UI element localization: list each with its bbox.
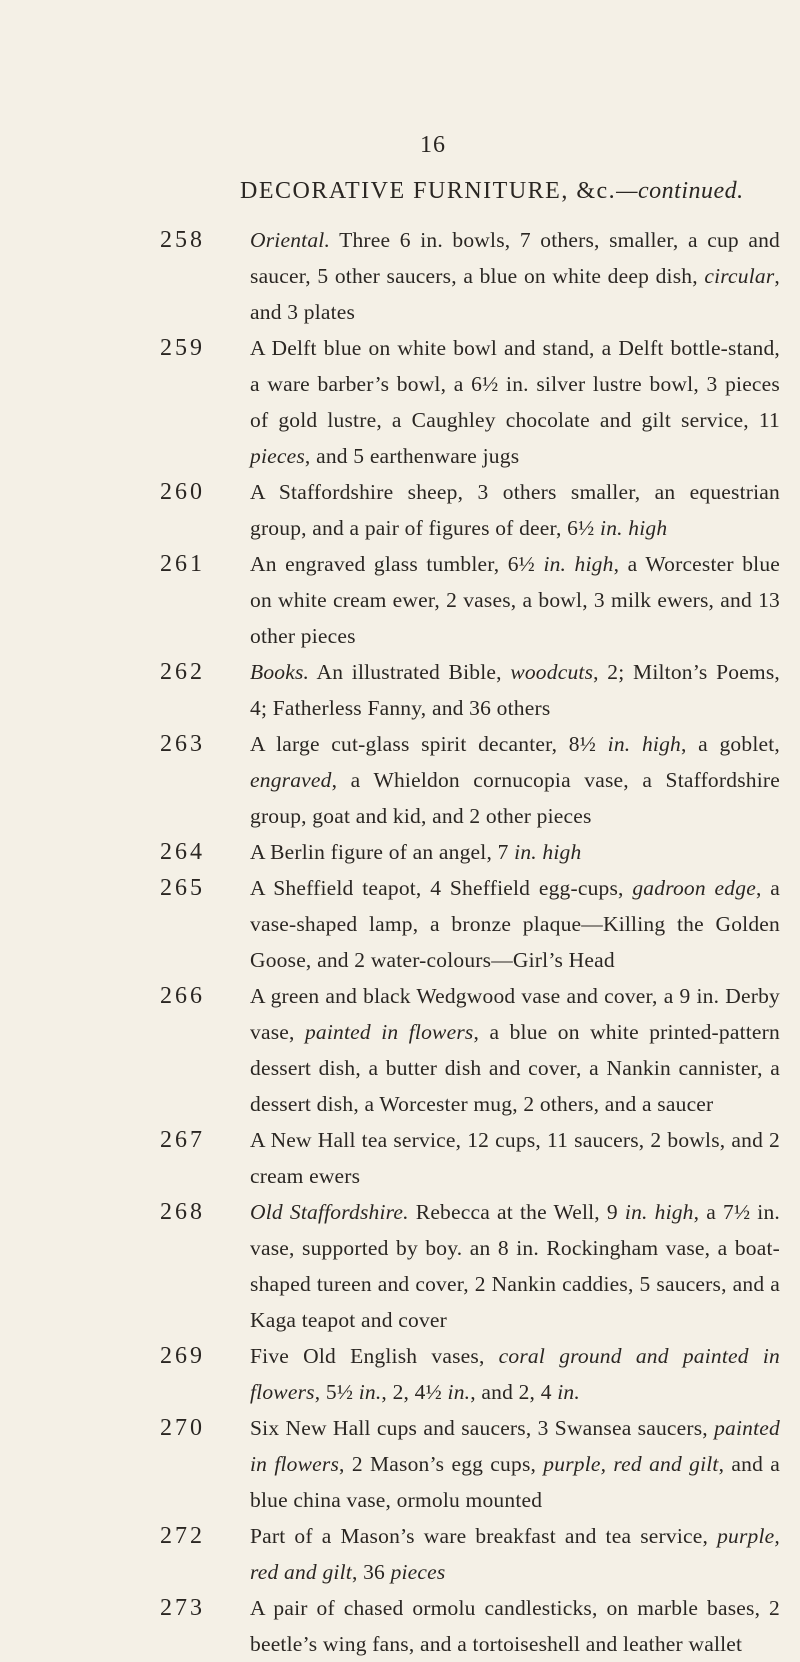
lot-description: A pair of chased ormolu candlesticks, on marble bases, 2 beetle’s wing fans, and a tortoiseshell and leather wallet [250,1596,780,1656]
section-heading-main: DECORATIVE FURNITURE, &c. [240,178,617,204]
lot-number: 260 [160,479,205,505]
lot-number: 262 [160,659,205,685]
lot-number: 273 [160,1595,205,1621]
lot-entry [0,1122,800,1194]
page-number: 16 [420,132,446,158]
lot-entry [0,546,800,654]
lot-entry [0,474,800,546]
lot-description: Six New Hall cups and saucers, 3 Swansea saucers, painted in flowers, 2 Mason’s egg cups, purple, red and gilt, and a blue china vase, ormolu mounted [250,1416,780,1512]
lot-entry [0,654,800,726]
section-heading-continued: —continued. [616,178,744,204]
lot-number: 259 [160,335,205,361]
lot-entry [0,726,800,834]
lot-number: 268 [160,1199,205,1225]
section-heading [240,178,780,205]
lot-entry [0,222,800,330]
lot-list [0,222,800,1662]
lot-number: 261 [160,551,205,577]
lot-entry [0,1410,800,1518]
lot-description: Part of a Mason’s ware breakfast and tea service, purple, red and gilt, 36 pieces [250,1524,780,1584]
lot-entry [0,1590,800,1662]
lot-description: A green and black Wedgwood vase and cover, a 9 in. Derby vase, painted in flowers, a blue on white printed-pattern dessert dish, a butter dish and cover, a Nankin cannister, a dessert dish, a Worcester mug, 2 others, and a saucer [250,984,780,1116]
lot-description: A Sheffield teapot, 4 Sheffield egg-cups, gadroon edge, a vase-shaped lamp, a bronze plaque—Killing the Golden Goose, and 2 water-colours—Girl’s Head [250,876,780,972]
lot-number: 272 [160,1523,205,1549]
lot-entry [0,1338,800,1410]
lot-entry [0,330,800,474]
lot-number: 258 [160,227,205,253]
lot-description: Old Staffordshire. Rebecca at the Well, 9 in. high, a 7½ in. vase, supported by boy. an 8 in. Rockingham vase, a boat-shaped tureen and cover, 2 Nankin caddies, 5 saucers, and a Kaga teapot and cover [250,1200,781,1332]
lot-description: A large cut-glass spirit decanter, 8½ in. high, a goblet, engraved, a Whieldon cornucopia vase, a Staffordshire group, goat and kid, and 2 other pieces [250,732,780,828]
lot-description: A New Hall tea service, 12 cups, 11 saucers, 2 bowls, and 2 cream ewers [250,1128,780,1188]
lot-number: 263 [160,731,205,757]
lot-entry [0,978,800,1122]
lot-number: 265 [160,875,205,901]
lot-entry [0,1518,800,1590]
lot-entry [0,870,800,978]
lot-description: Oriental. Three 6 in. bowls, 7 others, smaller, a cup and saucer, 5 other saucers, a blue on white deep dish, circular, and 3 plates [250,228,780,324]
lot-description: A Staffordshire sheep, 3 others smaller, an equestrian group, and a pair of figures of deer, 6½ in. high [250,480,780,540]
lot-description: Books. An illustrated Bible, woodcuts, 2; Milton’s Poems, 4; Fatherless Fanny, and 36 others [250,660,780,720]
lot-number: 266 [160,983,205,1009]
lot-description: A Berlin figure of an angel, 7 in. high [250,840,582,864]
lot-description: Five Old English vases, coral ground and painted in flowers, 5½ in., 2, 4½ in., and 2, 4 in. [250,1344,780,1404]
lot-description: An engraved glass tumbler, 6½ in. high, a Worcester blue on white cream ewer, 2 vases, a bowl, 3 milk ewers, and 13 other pieces [250,552,781,648]
lot-description: A Delft blue on white bowl and stand, a Delft bottle-stand, a ware barber’s bowl, a 6½ in. silver lustre bowl, 3 pieces of gold lustre, a Caughley chocolate and gilt service, 11 pieces, and 5 earthenware jugs [250,336,780,468]
lot-entry [0,1194,800,1338]
lot-number: 267 [160,1127,205,1153]
lot-number: 269 [160,1343,205,1369]
lot-number: 270 [160,1415,205,1441]
lot-entry [0,834,800,870]
lot-number: 264 [160,839,205,865]
